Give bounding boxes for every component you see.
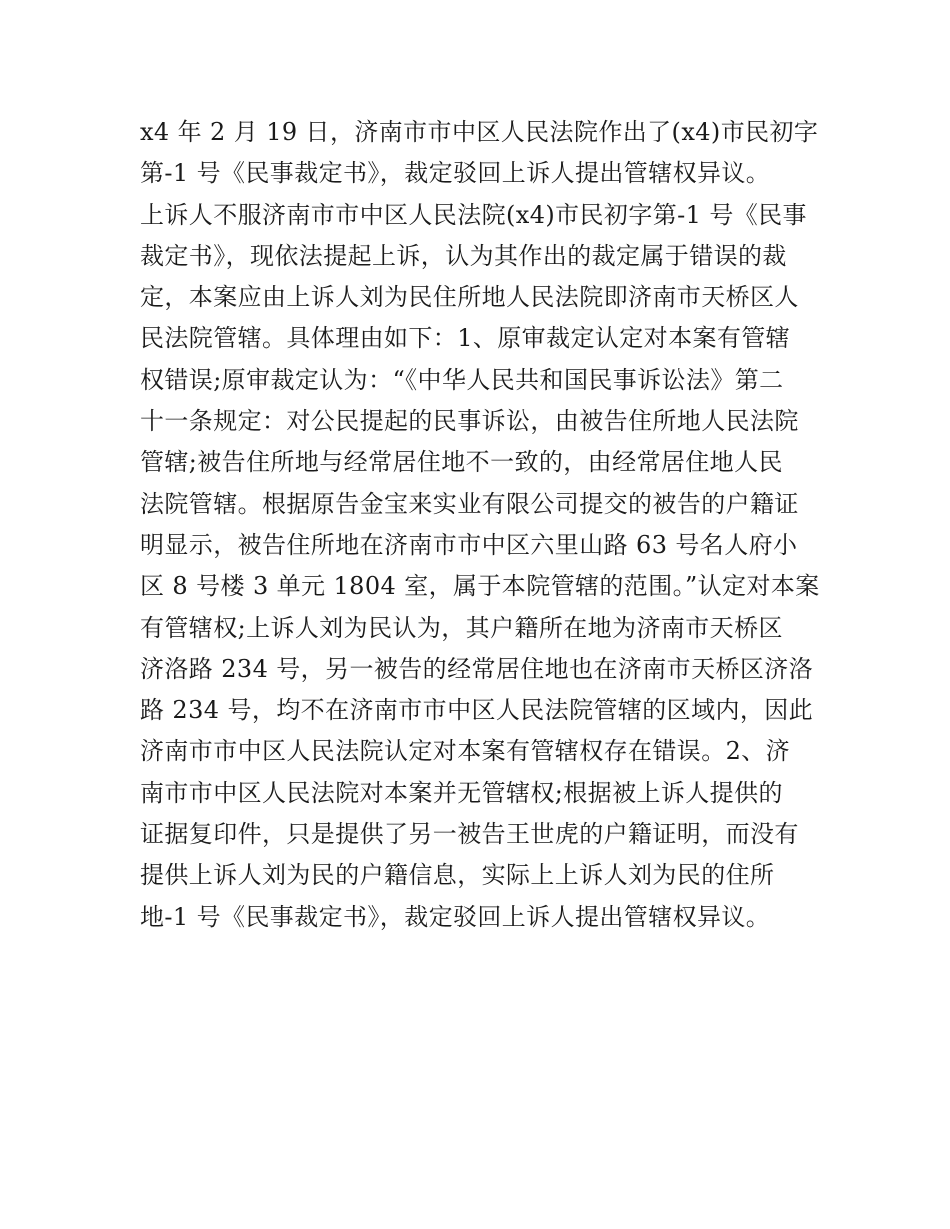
text-line: 法院管辖。根据原告金宝来实业有限公司提交的被告的户籍证 [140, 489, 799, 518]
text-line: 权错误;原审裁定认为：“《中华人民共和国民事诉讼法》第二 [140, 365, 784, 394]
text-line: 南市市中区人民法院对本案并无管辖权;根据被上诉人提供的 [140, 778, 783, 807]
text-line: 管辖;被告住所地与经常居住地不一致的，由经常居住地人民 [140, 448, 783, 477]
text-line: 第-1 号《民事裁定书》，裁定驳回上诉人提出管辖权异议。 [140, 159, 771, 188]
text-line: 地-1 号《民事裁定书》，裁定驳回上诉人提出管辖权异议。 [140, 902, 771, 931]
text-line: 路 234 号，均不在济南市市中区人民法院管辖的区域内，因此 [140, 696, 814, 725]
text-line: 民法院管辖。具体理由如下：1、原审裁定认定对本案有管辖 [140, 324, 791, 353]
text-line: 区 8 号楼 3 单元 1804 室，属于本院管辖的范围。”认定对本案 [140, 572, 820, 601]
text-line: 有管辖权;上诉人刘为民认为，其户籍所在地为济南市天桥区 [140, 613, 783, 642]
text-line: 提供上诉人刘为民的户籍信息，实际上上诉人刘为民的住所 [140, 861, 775, 890]
text-line: 济南市市中区人民法院认定对本案有管辖权存在错误。2、济 [140, 737, 791, 766]
text-line: x4 年 2 月 19 日，济南市市中区人民法院作出了(x4)市民初字 [140, 118, 819, 146]
text-line: 明显示，被告住所地在济南市市中区六里山路 63 号名人府小 [140, 530, 798, 559]
text-line: 定，本案应由上诉人刘为民住所地人民法院即济南市天桥区人 [140, 283, 799, 312]
text-line: 济洛路 234 号，另一被告的经常居住地也在济南市天桥区济洛 [140, 654, 814, 683]
body-text [140, 112, 830, 938]
text-line: 十一条规定：对公民提起的民事诉讼，由被告住所地人民法院 [140, 407, 799, 436]
text-line: 上诉人不服济南市市中区人民法院(x4)市民初字第-1 号《民事 [140, 200, 807, 229]
text-line: 证据复印件，只是提供了另一被告王世虎的户籍证明，而没有 [140, 820, 799, 849]
text-line: 裁定书》，现依法提起上诉，认为其作出的裁定属于错误的裁 [140, 241, 787, 270]
